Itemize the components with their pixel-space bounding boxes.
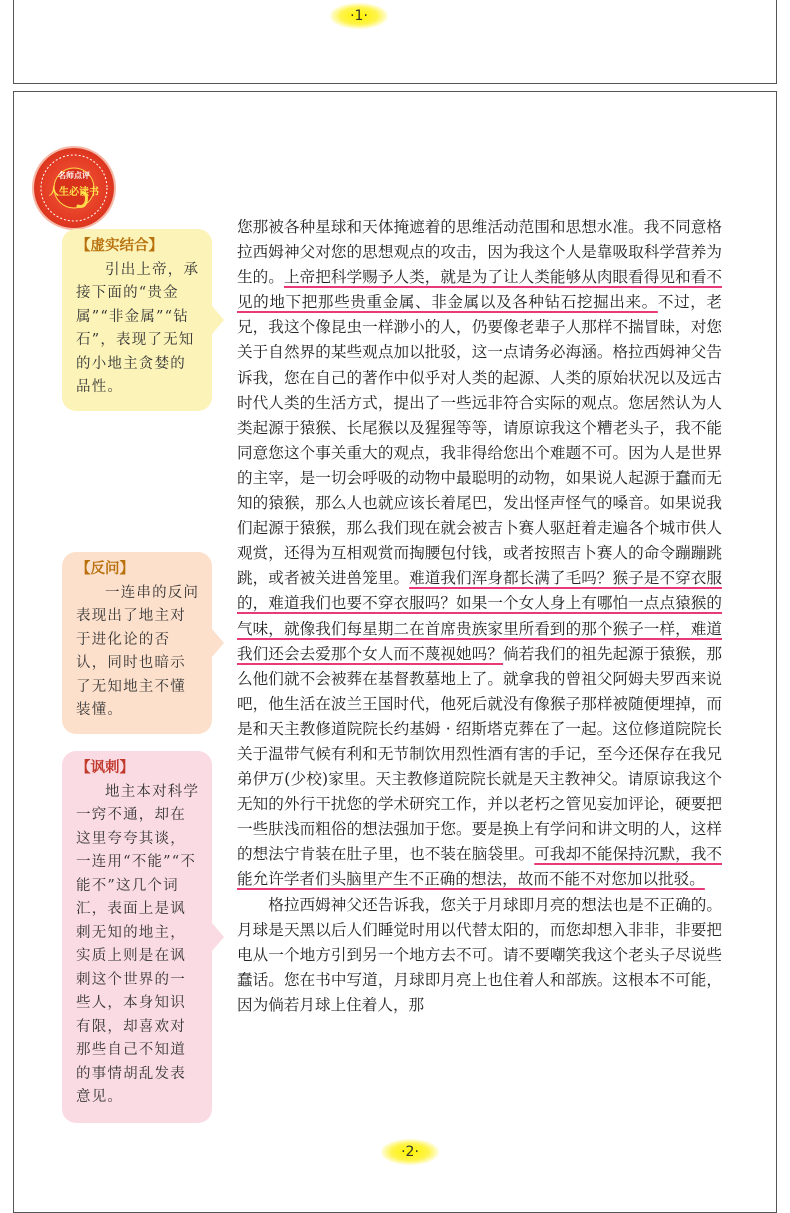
- book-series-stamp: [34, 148, 114, 228]
- paragraph: 格拉西姆神父还告诉我，您关于月球即月亮的想法也是不正确的。月球是天黑以后人们睡觉时用以代替太阳的，而您却想入非非，非要把电从一个地方引到另一个地方去不可。请不要嘲笑我这个老头子尽说些蠢话。您在书中写道，月球即月亮上也住着人和部族。这根本不可能，因为倘若月球上住着人，那: [237, 895, 722, 1014]
- page-number-top: ·1·: [330, 3, 388, 29]
- annotation-body: 一连串的反问表现出了地主对于进化论的否认，同时也暗示了无知地主不懂装懂。: [76, 584, 200, 718]
- page-top-fragment: [13, 0, 777, 84]
- highlighted-sentence: 上帝把科学赐予人类，就是为了让人类能够从肉眼看得见和看不见的地下把那些贵重金属、非金属以及各种钻石挖掘出来。: [237, 268, 722, 312]
- letter-body: [237, 215, 722, 1018]
- annotation-body: 地主本对科学一窍不通，却在这里夸夸其谈，一连用“不能”“不能不”这几个词汇，表面上是讽刺无知的地主，实质上则是在讽刺这个世界的一些人，本身知识有限，却喜欢对那些自己不知道的事情胡乱发表意见。: [76, 783, 200, 1105]
- annotation-title: 【讽刺】: [76, 760, 134, 776]
- annotation-virtual-real: [62, 229, 212, 411]
- paragraph: [237, 215, 722, 893]
- annotation-title: 【反问】: [76, 561, 134, 577]
- annotation-satire: [62, 751, 212, 1123]
- text-run: 不过，老兄，我这个像昆虫一样渺小的人，仍要像老辈子人那样不揣冒昧，对您关于自然界的某些观点加以批驳，这一点请务必海涵。格拉西姆神父告诉我，您在自己的著作中似乎对人类的起源、人类的原始状况以及远古时代人类的生活方式，提出了一些远非符合实际的观点。您居然认为人类起源于猿猴、长尾猴以及猩猩等等，请原谅我这个糟老头子，我不能同意您这个事关重大的观点，我非得给您出个难题不可。因为人是世界的主宰，是一切会呼吸的动物中最聪明的动物，如果说人起源于蠢而无知的猿猴，那么人也就应该长着尾巴，发出怪声怪气的嗓音。如果说我们起源于猿猴，那么我们现在就会被吉卜赛人驱赶着走遍各个城市供人观赏，还得为互相观赏而掏腰包付钱，或者按照吉卜赛人的命令蹦蹦跳跳，或者被关进兽笼里。: [237, 293, 722, 588]
- text-run: 倘若我们的祖先起源于猿猴，那么他们就不会被葬在基督教墓地上了。就拿我的曾祖父阿姆夫罗西来说吧，他生活在波兰王国时代，他死后就没有像猴子那样被随便埋掉，而是和天主教修道院院长约基姆 · 绍斯塔克葬在了一起。这位修道院院长关于温带气候有利和无节制饮用烈性酒有害的手记，至今还保存在我兄弟伊万(少校)家里。天主教修道院院长就是天主教神父。请原谅我这个无知的外行干扰您的学术研究工作，并以老朽之管见妄加评论，硬要把一些肤浅而粗俗的想法强加于您。要是换上有学问和讲文明的人，这样的想法宁肯装在肚子里，也不装在脑袋里。: [237, 644, 722, 864]
- highlighted-sentence: 难道我们浑身都长满了毛吗？猴子是不穿衣服的，难道我们也要不穿衣服吗？如果一个女人身上有哪怕一点点猿猴的气味，就像我们每星期二在首席贵族家里所看到的那个猴子一样，难道我们还会去爱那个女人而不蔑视她吗？: [237, 569, 722, 663]
- annotation-body: 引出上帝，承接下面的“贵金属”“非金属”“钻石”，表现了无知的小地主贪婪的品性。: [76, 261, 200, 395]
- stamp-title-top: 名师点评: [58, 171, 90, 180]
- text-run: 您那被各种星球和天体掩遮着的思维活动范围和思想水准。我不同意格拉西姆神父对您的思想观点的攻击，因为我这个人是靠吸取科学营养为生的。: [237, 218, 722, 287]
- annotation-title: 【虚实结合】: [76, 238, 163, 254]
- annotation-rhetorical-question: [62, 552, 212, 734]
- stamp-title-main: 人生必读书: [49, 187, 99, 198]
- highlighted-sentence: 可我却不能保持沉默，我不能允许学者们头脑里产生不正确的想法，故而不能不对您加以批驳。: [237, 845, 722, 889]
- page-number-bottom: ·2·: [381, 1139, 439, 1165]
